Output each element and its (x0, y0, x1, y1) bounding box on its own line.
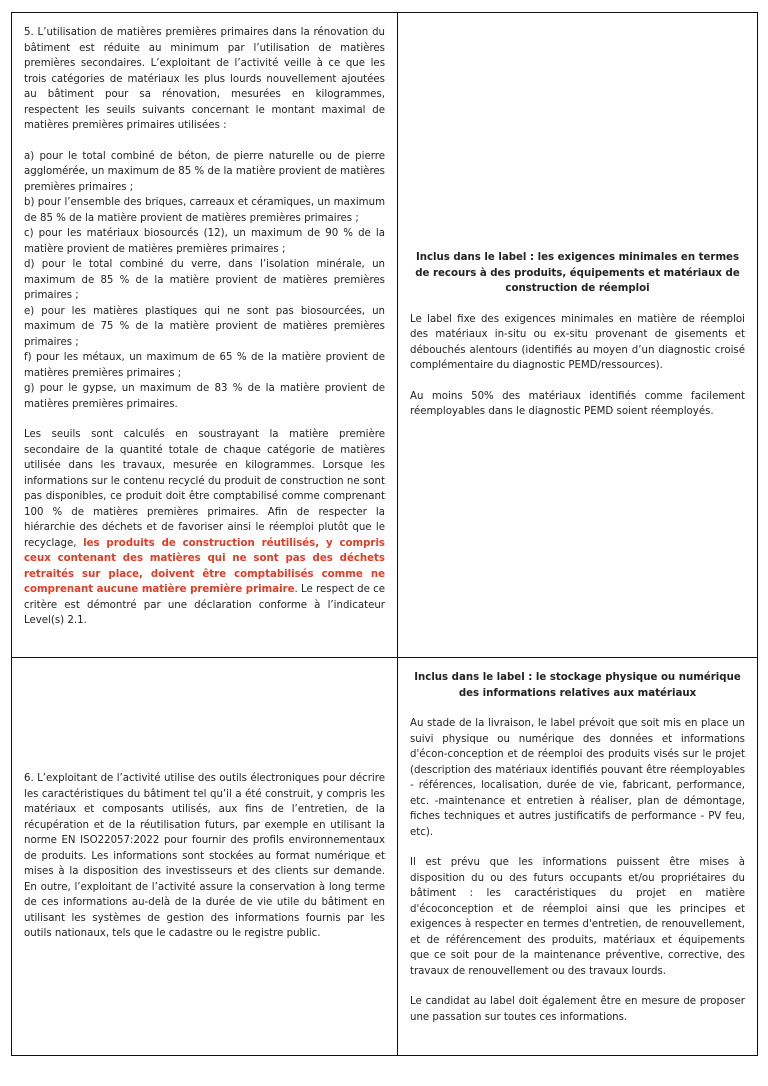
criterion-5-item-e: e) pour les matières plastiques qui ne sont pas biosourcées, un maximum de 75 % de la matière provient de matières premières primaires ; (24, 305, 385, 348)
label-reuse-paragraph-2: Au moins 50% des matériaux identifiés comme facilement réemployables dans le diagnostic PEMD soient réemployés. (410, 390, 745, 418)
reused-products-highlight: les produits de construction réutilisés, y compris ceux contenant des matières qui ne sont pas des déchets retraités sur place, doivent être comptabilisés comme ne comprenant aucune matière première primaire (24, 537, 385, 595)
requirements-table (11, 12, 758, 1056)
label-reuse-heading: Inclus dans le label : les exigences minimales en termes de recours à des produits, équipements et matériaux de construction de réemploi (415, 252, 740, 295)
label-reuse-paragraph-1: Le label fixe des exigences minimales en matière de réemploi des matériaux in-situ ou ex-situ provenant de gisements et débouchés alentours (identifiés au moyen d’un diagnostic croisé complémentaire du diagnostic PEMD/ressources). (410, 313, 745, 372)
cell-label-storage (398, 658, 757, 1055)
criterion-5-item-b: b) pour l’ensemble des briques, carreaux et céramiques, un maximum de 85 % de la matière provient de matières premières primaires ; (24, 197, 385, 224)
criterion-5-item-f: f) pour les métaux, un maximum de 65 % de la matière provient de matières premières primaires ; (24, 352, 385, 379)
criterion-5-item-c: c) pour les matériaux biosourcés (12), un maximum de 90 % de la matière provient de matières premières primaires ; (24, 228, 385, 255)
criterion-5-item-d: d) pour le total combiné du verre, dans l’isolation minérale, un maximum de 85 % de la matière provient de matières premières primaires ; (24, 259, 385, 301)
thresholds-text-end: . Le respect de ce critère est démontré par une déclaration conforme à l’indicateur Level(s) 2.1. (24, 584, 385, 626)
thresholds-text: Les seuils sont calculés en soustrayant la matière première secondaire de la quantité totale de chaque catégorie de matières utilisée dans les travaux, mesurée en kilogrammes. Lorsque les informations sur le contenu recyclé du produit de construction ne sont pas disponibles, ce produit doit être comptabilisé comme comprenant 100 % de matières premières primaires. Afin de respecter la hiérarchie des déchets et de favoriser ainsi le réemploi plutôt que le recyclage, (24, 429, 385, 549)
criterion-5-item-a: a) pour le total combiné de béton, de pierre naturelle ou de pierre agglomérée, un maximum de 85 % de la matière provient de matières premières primaires ; (24, 150, 385, 193)
cell-criterion-6 (12, 658, 398, 1055)
label-storage-heading: Inclus dans le label : le stockage physique ou numérique des informations relatives aux matériaux (414, 672, 741, 699)
label-storage-paragraph-1: Au stade de la livraison, le label prévoit que soit mis en place un suivi physique ou numérique des données et informations d'écon-conception et de réemploi des produits visés sur le projet (description des matériaux identifiés pouvant être réemployables - références, localisation, durée de vie, fabricant, performance, etc. -maintenance et entretien à réaliser, plan de démontage, fiches techniques et autres justificatifs de performance - PV feu, etc). (410, 718, 745, 838)
label-storage-paragraph-2: Il est prévu que les informations puissent être mises à disposition du ou des futurs occupants et/ou propriétaires du bâtiment : les caractéristiques du projet en matière d'écoconception et de réemploi ainsi que les principes et exigences à respecter en termes d'entretien, de renouvellement, et de référencement des produits, matériaux et équipements que ce soit pour de la maintenance préventive, corrective, des travaux de renouvellement ou des travaux lourds. (410, 857, 745, 977)
criterion-5-thresholds-paragraph (24, 427, 385, 629)
criterion-6-paragraph: 6. L’exploitant de l’activité utilise des outils électroniques pour décrire les caractéristiques du bâtiment tel qu’il a été construit, y compris les matériaux et composants utilisés, aux fins de l’entretien, de la récupération et de la réutilisation futurs, par exemple en utilisant la norme EN ISO22057:2022 pour fournir des profils environnementaux de produits. Les informations sont stockées au format numérique et mises à la disposition des investisseurs et des clients sur demande. En outre, l’exploitant de l’activité assure la conservation à long terme de ces informations au-delà de la durée de vie utile du bâtiment en utilisant les systèmes de gestion des informations fournis par les outils nationaux, tels que le cadastre ou le registre public. (24, 773, 385, 940)
label-storage-paragraph-3: Le candidat au label doit également être en mesure de proposer une passation sur toutes ces informations. (410, 996, 745, 1023)
cell-label-reuse (398, 13, 757, 658)
criterion-5-intro: 5. L’utilisation de matières premières primaires dans la rénovation du bâtiment est réduite au minimum par l’utilisation de matières premières secondaires. L’exploitant de l’activité veille à ce que les trois catégories de matériaux les plus lourds nouvellement ajoutées au bâtiment pour sa rénovation, mesurées en kilogrammes, respectent les seuils suivants concernant le montant maximal de matières premières primaires utilisées : (24, 27, 385, 131)
criterion-5-item-g: g) pour le gypse, un maximum de 83 % de la matière provient de matières premières primaires. (24, 383, 385, 410)
cell-criterion-5 (12, 13, 398, 658)
